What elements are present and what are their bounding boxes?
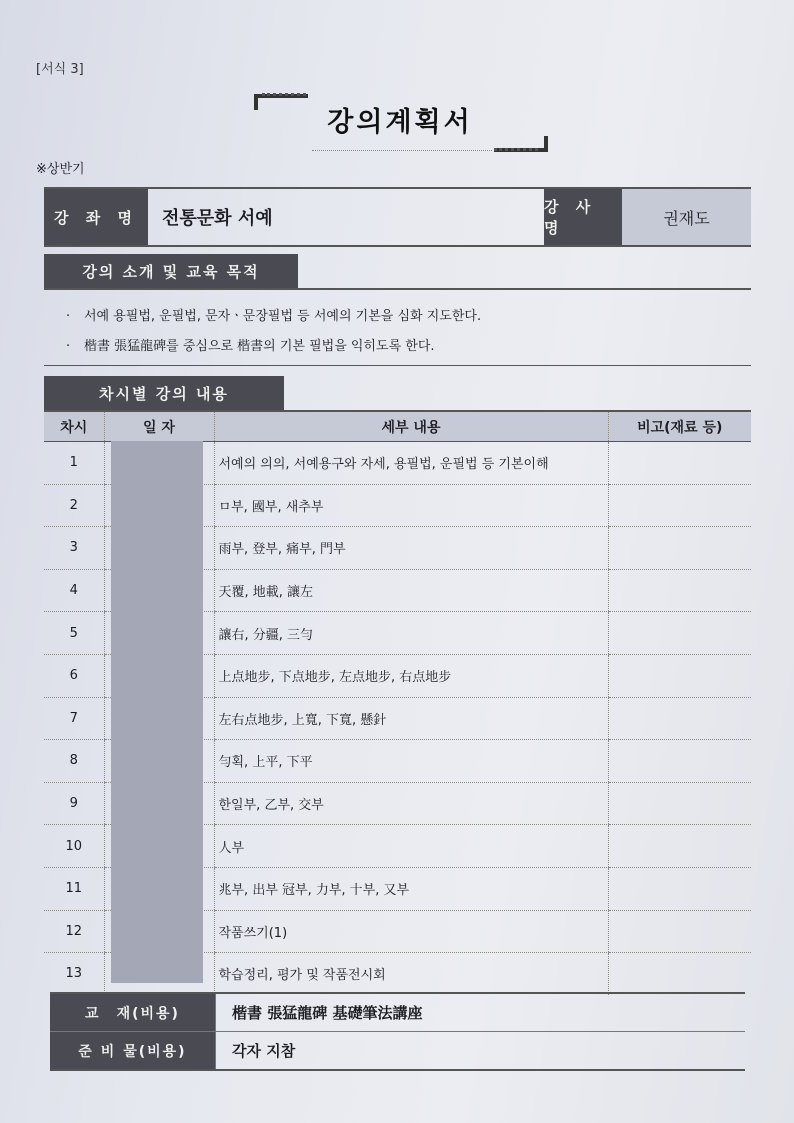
session-details: 讓右, 分疆, 三勻	[214, 612, 608, 655]
session-details: 작품쓰기(1)	[214, 910, 608, 953]
session-details: 학습정리, 평가 및 작품전시회	[214, 953, 608, 995]
schedule-section-header: 차시별 강의 내용	[44, 376, 284, 410]
title-dots-bottom	[494, 148, 538, 151]
session-details: 天覆, 地載, 讓左	[214, 569, 608, 612]
session-notes	[608, 612, 751, 655]
session-notes	[608, 867, 751, 910]
session-number: 1	[44, 442, 104, 485]
session-number: 5	[44, 612, 104, 655]
session-number: 3	[44, 527, 104, 570]
session-number: 12	[44, 910, 104, 953]
column-header-details: 세부 내용	[214, 411, 608, 442]
session-details: 한일부, 乙부, 交부	[214, 782, 608, 825]
bottom-info	[50, 992, 745, 1071]
session-notes	[608, 910, 751, 953]
intro-bullet: · 서예 용필법, 운필법, 문자ㆍ문장필법 등 서예의 기본을 심화 지도한다.	[66, 309, 482, 324]
session-number: 13	[65, 966, 83, 982]
session-details: ㅁ부, 國부, 새추부	[214, 484, 608, 527]
session-notes	[608, 569, 751, 612]
session-details: 雨부, 登부, 痛부, 門부	[214, 527, 608, 570]
page-title: 강의계획서	[327, 107, 473, 138]
date-column-redaction	[111, 441, 203, 983]
session-number: 11	[44, 867, 104, 910]
course-name: 전통문화 서예	[162, 208, 273, 229]
supplies-value: 각자 지참	[215, 1032, 745, 1069]
intro-bullet-text: 서예 용필법, 운필법, 문자ㆍ문장필법 등 서예의 기본을 심화 지도한다.	[84, 309, 482, 324]
session-notes	[608, 484, 751, 527]
course-row	[44, 187, 751, 247]
session-number: 10	[44, 825, 104, 868]
supplies-label: 준 비 물(비용)	[50, 1032, 215, 1069]
intro-bullet: · 楷書 張猛龍碑를 중심으로 楷書의 기본 필법을 익히도록 한다.	[66, 339, 435, 354]
intro-bottom-divider	[44, 365, 751, 366]
session-notes	[608, 825, 751, 868]
session-details: 勻획, 上平, 下平	[214, 740, 608, 783]
session-details: 兆부, 出부 冠부, 力부, 十부, 又부	[214, 867, 608, 910]
session-details: 左右点地步, 上寬, 下寬, 懸針	[214, 697, 608, 740]
form-number: [서식 3]	[36, 62, 84, 77]
column-header-notes: 비고(재료 등)	[608, 411, 751, 442]
session-notes	[608, 527, 751, 570]
semester-note: ※상반기	[36, 162, 85, 177]
session-number: 2	[44, 484, 104, 527]
materials-value: 楷書 張猛龍碑 基礎筆法講座	[215, 994, 745, 1031]
session-details: 서예의 의의, 서예용구와 자세, 용필법, 운필법 등 기본이해	[214, 442, 608, 485]
intro-bullet-text: 楷書 張猛龍碑를 중심으로 楷書의 기본 필법을 익히도록 한다.	[84, 339, 435, 354]
session-notes	[608, 782, 751, 825]
session-notes	[608, 953, 751, 995]
session-number: 7	[44, 697, 104, 740]
session-notes	[608, 740, 751, 783]
course-label: 강 좌 명	[44, 189, 148, 245]
title-underline	[312, 150, 492, 151]
materials-row	[50, 994, 745, 1031]
intro-section-header: 강의 소개 및 교육 목적	[44, 254, 298, 288]
supplies-row	[50, 1031, 745, 1069]
materials-label: 교 재(비용)	[50, 994, 215, 1031]
session-details: 人부	[214, 825, 608, 868]
session-number: 4	[44, 569, 104, 612]
session-details: 上点地步, 下点地步, 左点地步, 右点地步	[214, 654, 608, 697]
teacher-label: 강 사 명	[544, 189, 622, 245]
session-notes	[608, 697, 751, 740]
schedule-header-row	[44, 411, 751, 442]
session-notes	[608, 442, 751, 485]
session-notes	[608, 654, 751, 697]
column-header-date: 일 자	[104, 411, 214, 442]
intro-divider	[44, 288, 751, 290]
title-dots-top	[262, 93, 306, 96]
session-number: 9	[44, 782, 104, 825]
teacher-name: 권재도	[622, 189, 751, 245]
session-number: 8	[44, 740, 104, 783]
session-number: 6	[44, 654, 104, 697]
column-header-session: 차시	[44, 411, 104, 442]
